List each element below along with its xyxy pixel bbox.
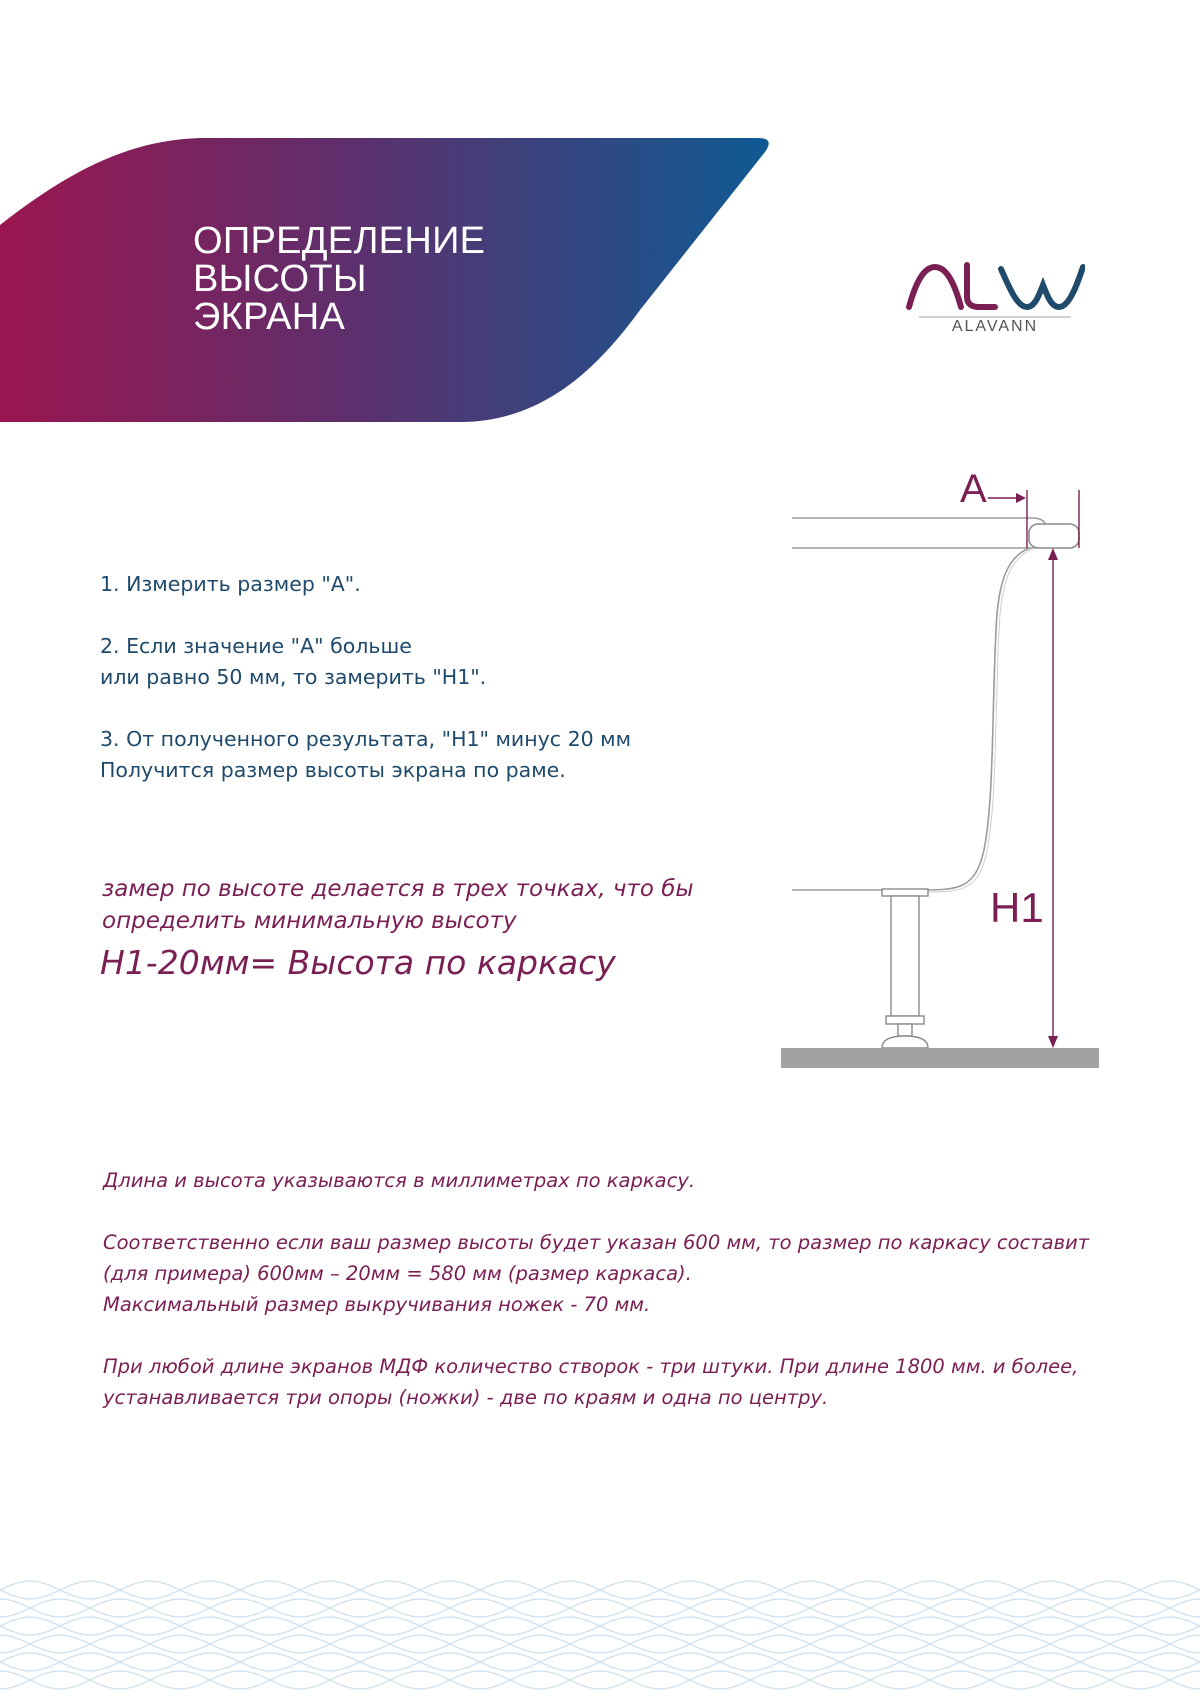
leg-post [891,896,919,1016]
step-2-line-2: или равно 50 мм, то замерить "Н1". [100,665,487,689]
formula: Н1-20мм= Высота по каркасу [100,943,616,982]
wave-line [0,1635,1200,1653]
wave-pattern-decoration [0,1580,1200,1696]
bath-rim [792,518,1046,548]
footnote-1 [103,1165,1183,1196]
label-a: А [960,467,987,511]
footnote-1-text: Длина и высота указываются в миллиметрах по каркасу. [103,1169,696,1192]
dim-h1-arrow-top [1048,548,1058,560]
step-3-line-2: Получится размер высоты экрана по раме. [100,758,566,782]
wave-line [0,1599,1200,1617]
leg-nut [886,1016,924,1024]
leg-bracket [882,889,928,896]
header-banner [0,0,1200,440]
wave-line [0,1635,1200,1653]
measurement-note [102,873,802,937]
footnote-2 [103,1227,1183,1320]
bathtub-diagram [770,460,1110,1080]
wave-line [0,1617,1200,1635]
footnote-3-line-1: При любой длине экранов МДФ количество створок - три штуки. При длине 1800 мм. и более, [103,1355,1079,1378]
bath-wall-inner [920,549,1032,892]
instructions [100,569,740,817]
footnote-2-line-2: (для примера) 600мм – 20мм = 580 мм (размер каркаса). [103,1262,692,1285]
footnote-3 [103,1351,1183,1413]
note-line-1: замер по высоте делается в трех точках, что бы [102,876,694,902]
wave-line [0,1671,1200,1689]
wave-line [0,1671,1200,1689]
step-2-line-1: 2. Если значение "А" больше [100,634,412,658]
step-2 [100,631,740,693]
step-1 [100,569,740,600]
page-title [193,222,485,336]
wave-line [0,1599,1200,1617]
rim-edge [1029,524,1079,548]
logo-text: ALAVANN [951,318,1039,335]
dim-h1-arrow-bottom [1048,1036,1058,1048]
footnotes [103,1165,1183,1444]
floor [781,1048,1099,1068]
wave-line [0,1581,1200,1599]
bath-wall [792,548,1030,890]
title-line-1: ОПРЕДЕЛЕНИЕ [193,220,486,262]
step-3-line-1: 3. От полученного результата, "Н1" минус 20 мм [100,727,632,751]
wave-line [0,1653,1200,1671]
leg-screw [898,1024,912,1036]
title-line-3: ЭКРАНА [193,296,346,338]
dim-a-arrowhead [1016,493,1026,503]
footnote-3-line-2: устанавливается три опоры (ножки) - две по краям и одна по центру. [103,1386,829,1409]
leg-foot [882,1036,928,1048]
label-h1: Н1 [990,884,1044,931]
step-3 [100,724,740,786]
footnote-2-line-1: Соответственно если ваш размер высоты будет указан 600 мм, то размер по каркасу составит [103,1231,1090,1254]
step-1-text: 1. Измерить размер "А". [100,572,361,596]
title-line-2: ВЫСОТЫ [193,258,367,300]
footnote-2-line-3: Максимальный размер выкручивания ножек - 70 мм. [103,1293,651,1316]
note-line-2: определить минимальную высоту [102,908,517,934]
